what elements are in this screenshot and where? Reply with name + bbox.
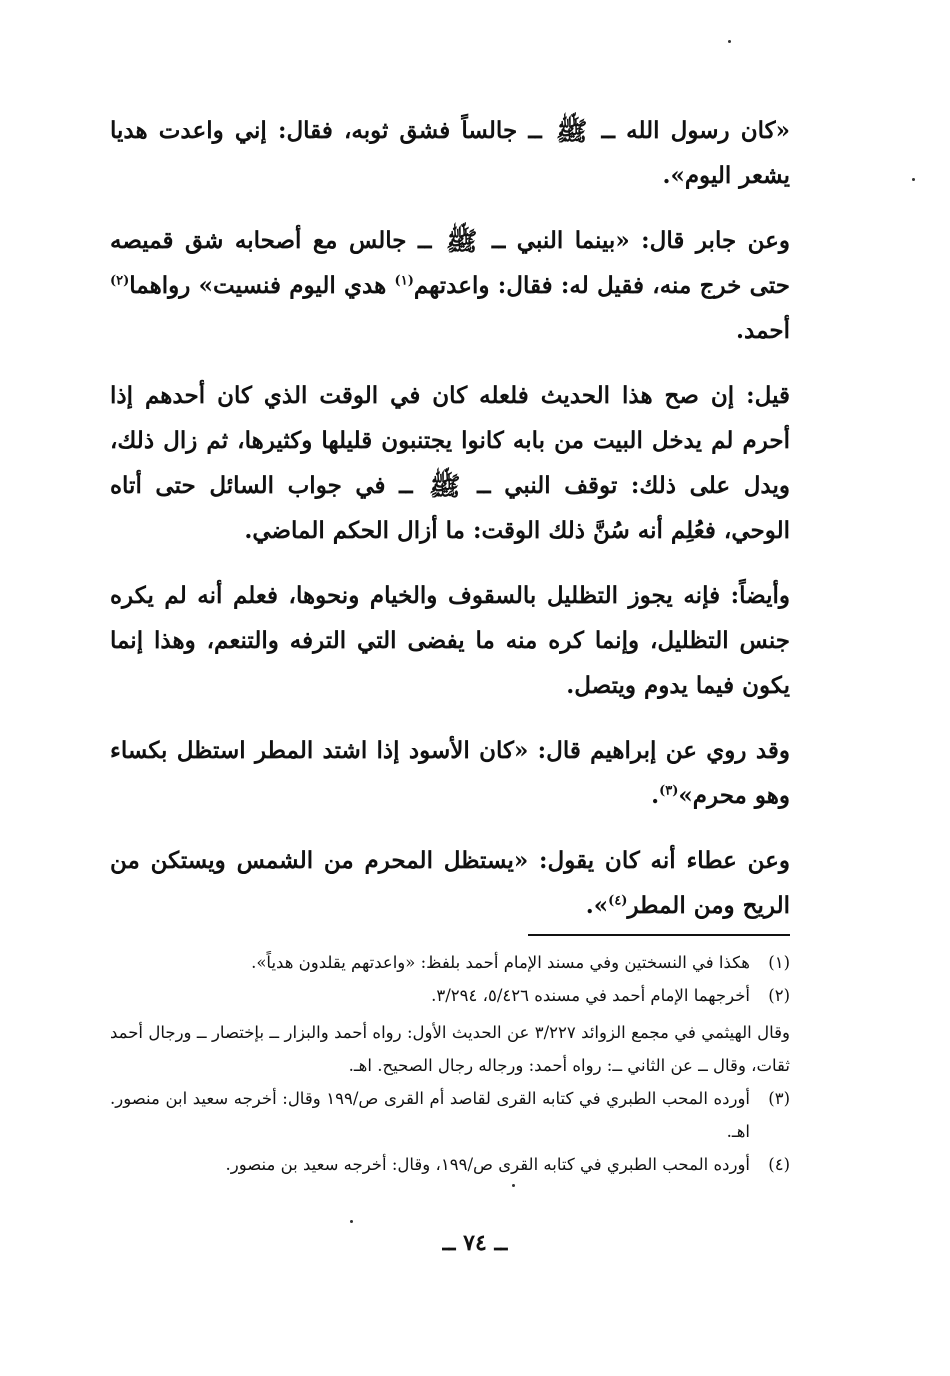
footnote-number: (٣) <box>768 1089 790 1108</box>
footnote-ref-2[interactable]: (٢) <box>110 273 130 289</box>
salawat-symbol: ﷺ <box>429 472 461 502</box>
paragraph-6 <box>110 838 790 928</box>
footnote-text: هكذا في النسختين وفي مسند الإمام أحمد بلفظ: «واعدتهم يقلدون هدياً». <box>251 953 750 972</box>
footnote-2 <box>110 979 790 1012</box>
scan-speck <box>912 178 915 181</box>
footnote-number: (١) <box>768 953 790 972</box>
footnote-text: أورده المحب الطبري في كتابه القرى ص/١٩٩، وقال: أخرجه سعيد بن منصور. <box>225 1155 750 1174</box>
paragraph-1-text-a: «كان رسول الله ــ <box>590 117 790 144</box>
scan-speck <box>350 1220 353 1223</box>
paragraph-2 <box>110 218 790 353</box>
footnote-number: (٤) <box>768 1155 790 1174</box>
paragraph-4 <box>110 573 790 708</box>
footnote-separator <box>528 934 790 936</box>
page-number: ــ ٧٤ ــ <box>442 1230 508 1256</box>
footnote-ref-1[interactable]: (١) <box>394 273 414 289</box>
scan-speck <box>512 1184 515 1187</box>
footnote-ref-3[interactable]: (٣) <box>659 783 679 799</box>
paragraph-3 <box>110 373 790 553</box>
footnote-text: أخرجهما الإمام أحمد في مسنده ٥/٤٢٦، ٣/٢٩٤. <box>431 986 750 1005</box>
paragraph-3-text-a: قيل: إن صح هذا الحديث فلعله كان في الوقت الذي كان أحدهم إذا أحرم لم يدخل البيت من بابه كانوا يجتنبون قليلها وكثيرها، ثم زال ذلك، ويدل على ذلك: توقف النبي ــ <box>110 382 790 499</box>
footnotes <box>110 946 790 1181</box>
page-body <box>110 108 790 1181</box>
paragraph-2-text-c: هدي اليوم فنسيت» رواهما <box>129 272 395 299</box>
paragraph-2-text-a: وعن جابر قال: «بينما النبي ــ <box>480 227 791 254</box>
scan-speck <box>728 40 731 43</box>
paragraph-1 <box>110 108 790 198</box>
paragraph-3-text-b: ــ في جواب السائل حتى أتاه الوحي، فعُلِم أنه سُنَّ ذلك الوقت: ما أزال الحكم الماضي. <box>110 472 790 544</box>
paragraph-6-tail: ». <box>585 892 609 919</box>
salawat-symbol: ﷺ <box>445 227 478 257</box>
paragraph-5-text: وقد روي عن إبراهيم قال: «كان الأسود إذا اشتد المطر استظل بكساء وهو محرم» <box>110 737 790 809</box>
footnote-3 <box>110 1082 790 1148</box>
paragraph-2-text-d: أحمد. <box>736 317 790 344</box>
paragraph-5 <box>110 728 790 818</box>
footnote-2-continuation: وقال الهيثمي في مجمع الزوائد ٣/٢٢٧ عن الحديث الأول: رواه أحمد والبزار ــ بإختصار ــ ورجال أحمد ثقات، وقال ــ عن الثاني ــ: رواه أحمد: ورجاله رجال الصحيح. اهـ. <box>110 1023 790 1075</box>
paragraph-4-text: وأيضاً: فإنه يجوز التظليل بالسقوف والخيام ونحوها، فعلم أنه لم يكره جنس التظليل، وإنما كره منه ما يفضى التي الترفه والتنعم، وهذا إنما يكون فيما يدوم ويتصل. <box>110 582 790 699</box>
footnote-4 <box>110 1148 790 1181</box>
paragraph-5-tail: . <box>651 782 660 809</box>
footnote-ref-4[interactable]: (٤) <box>608 893 628 909</box>
paragraph-2-text-b: ــ جالس مع أصحابه شق قميصه حتى خرج منه، فقيل له: فقال: واعدتهم <box>110 227 790 299</box>
paragraph-1-text-b: ــ جالساً فشق ثوبه، فقال: إني واعدت هديا يشعر اليوم». <box>110 117 790 189</box>
footnote-text: أورده المحب الطبري في كتابه القرى لقاصد أم القرى ص/١٩٩ وقال: أخرجه سعيد ابن منصور. اهـ. <box>110 1089 750 1141</box>
salawat-symbol: ﷺ <box>555 117 588 147</box>
footnote-number: (٢) <box>768 986 790 1005</box>
paragraph-6-text: وعن عطاء أنه كان يقول: «يستظل المحرم من الشمس ويستكن من الريح ومن المطر <box>110 847 790 919</box>
footnote-1 <box>110 946 790 979</box>
